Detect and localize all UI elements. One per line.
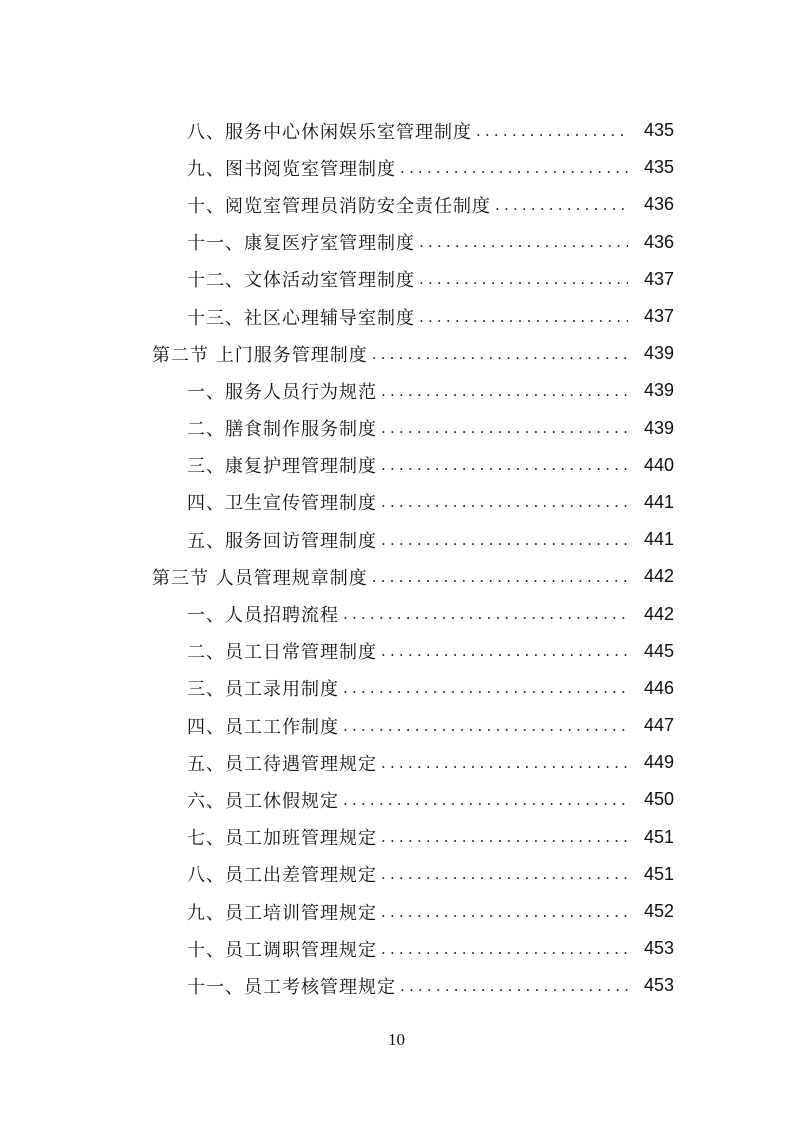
- toc-entry[interactable]: [0, 112, 793, 149]
- toc-entry[interactable]: [0, 819, 793, 856]
- toc-entry-title: 九、图书阅览室管理制度: [187, 158, 396, 180]
- toc-entry-page: 440: [643, 454, 674, 475]
- toc-entry-page: 435: [643, 157, 674, 178]
- dot-leader: [381, 530, 628, 550]
- toc-entry-title: 第二节 上门服务管理制度: [152, 344, 368, 366]
- dot-leader: [419, 269, 628, 289]
- toc-entry-title: 四、员工工作制度: [187, 716, 339, 738]
- toc-entry-title: 六、员工休假规定: [187, 790, 339, 812]
- toc-entry-title: 二、员工日常管理制度: [187, 642, 377, 664]
- toc-entry-page: 435: [643, 120, 674, 141]
- dot-leader: [381, 381, 628, 401]
- dot-leader: [343, 716, 628, 736]
- page-number: 10: [388, 1030, 405, 1049]
- toc-entry-title: 十、阅览室管理员消防安全责任制度: [187, 195, 491, 217]
- dot-leader: [419, 232, 628, 252]
- dot-leader: [343, 678, 628, 698]
- toc-entry[interactable]: [0, 372, 793, 409]
- toc-entry-page: 451: [643, 826, 674, 847]
- toc-entry[interactable]: [0, 224, 793, 261]
- dot-leader: [381, 455, 628, 475]
- toc-entry-page: 453: [643, 938, 674, 959]
- toc-entry[interactable]: [0, 595, 793, 632]
- toc-entry-page: 437: [643, 268, 674, 289]
- toc-entry[interactable]: [0, 186, 793, 223]
- toc-entry-page: 450: [643, 789, 674, 810]
- toc-entry[interactable]: [0, 410, 793, 447]
- toc-entry-title: 五、员工待遇管理规定: [187, 753, 377, 775]
- toc-entry-page: 439: [643, 343, 674, 364]
- toc-entry-title: 一、人员招聘流程: [187, 605, 339, 627]
- dot-leader: [476, 121, 628, 141]
- toc-entry-title: 四、卫生宣传管理制度: [187, 493, 377, 515]
- dot-leader: [381, 864, 628, 884]
- toc-section-entry[interactable]: [0, 335, 793, 372]
- dot-leader: [381, 939, 628, 959]
- dot-leader: [381, 492, 628, 512]
- dot-leader: [381, 418, 628, 438]
- dot-leader: [372, 567, 628, 587]
- toc-entry-page: 452: [643, 901, 674, 922]
- toc-entry[interactable]: [0, 447, 793, 484]
- toc-entry-title: 五、服务回访管理制度: [187, 530, 377, 552]
- dot-leader: [400, 158, 628, 178]
- dot-leader: [381, 753, 628, 773]
- toc-entry-title: 八、服务中心休闲娱乐室管理制度: [187, 121, 472, 143]
- toc-entry[interactable]: [0, 484, 793, 521]
- toc-entry-title: 十三、社区心理辅导室制度: [187, 307, 415, 329]
- toc-entry-page: 437: [643, 306, 674, 327]
- dot-leader: [381, 902, 628, 922]
- dot-leader: [419, 307, 628, 327]
- toc-entry-title: 七、员工加班管理规定: [187, 828, 377, 850]
- toc-entry-title: 八、员工出差管理规定: [187, 865, 377, 887]
- toc-entry-page: 445: [643, 640, 674, 661]
- toc-entry-title: 三、康复护理管理制度: [187, 456, 377, 478]
- dot-leader: [381, 641, 628, 661]
- dot-leader: [381, 827, 628, 847]
- toc-entry[interactable]: [0, 707, 793, 744]
- toc-entry-page: 449: [643, 752, 674, 773]
- toc-entry-page: 446: [643, 677, 674, 698]
- toc-entry[interactable]: [0, 781, 793, 818]
- toc-entry[interactable]: [0, 744, 793, 781]
- toc-entry[interactable]: [0, 967, 793, 1004]
- toc-entry-page: 441: [643, 491, 674, 512]
- toc-entry-title: 二、膳食制作服务制度: [187, 419, 377, 441]
- dot-leader: [372, 344, 628, 364]
- toc-entry[interactable]: [0, 670, 793, 707]
- dot-leader: [495, 195, 628, 215]
- toc-entry-page: 436: [643, 194, 674, 215]
- toc-section-entry[interactable]: [0, 558, 793, 595]
- toc-entry-page: 442: [643, 566, 674, 587]
- toc-entry-title: 三、员工录用制度: [187, 679, 339, 701]
- toc-entry[interactable]: [0, 298, 793, 335]
- toc-entry-title: 第三节 人员管理规章制度: [152, 567, 368, 589]
- dot-leader: [343, 790, 628, 810]
- dot-leader: [343, 604, 628, 624]
- toc-entry-page: 453: [643, 975, 674, 996]
- toc-entry[interactable]: [0, 893, 793, 930]
- dot-leader: [400, 976, 628, 996]
- toc-entry-page: 451: [643, 863, 674, 884]
- toc-entry-page: 439: [643, 380, 674, 401]
- toc-entry-page: 439: [643, 417, 674, 438]
- toc-entry[interactable]: [0, 521, 793, 558]
- table-of-contents: [0, 112, 793, 1005]
- toc-entry[interactable]: [0, 149, 793, 186]
- toc-entry-page: 447: [643, 715, 674, 736]
- toc-entry-title: 一、服务人员行为规范: [187, 381, 377, 403]
- toc-entry-title: 十一、康复医疗室管理制度: [187, 233, 415, 255]
- toc-entry-title: 十一、员工考核管理规定: [187, 976, 396, 998]
- toc-entry-page: 441: [643, 529, 674, 550]
- toc-entry-title: 十、员工调职管理规定: [187, 939, 377, 961]
- toc-entry[interactable]: [0, 261, 793, 298]
- toc-entry-page: 436: [643, 231, 674, 252]
- toc-entry-title: 九、员工培训管理规定: [187, 902, 377, 924]
- toc-entry-page: 442: [643, 603, 674, 624]
- toc-entry-title: 十二、文体活动室管理制度: [187, 270, 415, 292]
- toc-entry[interactable]: [0, 856, 793, 893]
- toc-entry[interactable]: [0, 633, 793, 670]
- toc-entry[interactable]: [0, 930, 793, 967]
